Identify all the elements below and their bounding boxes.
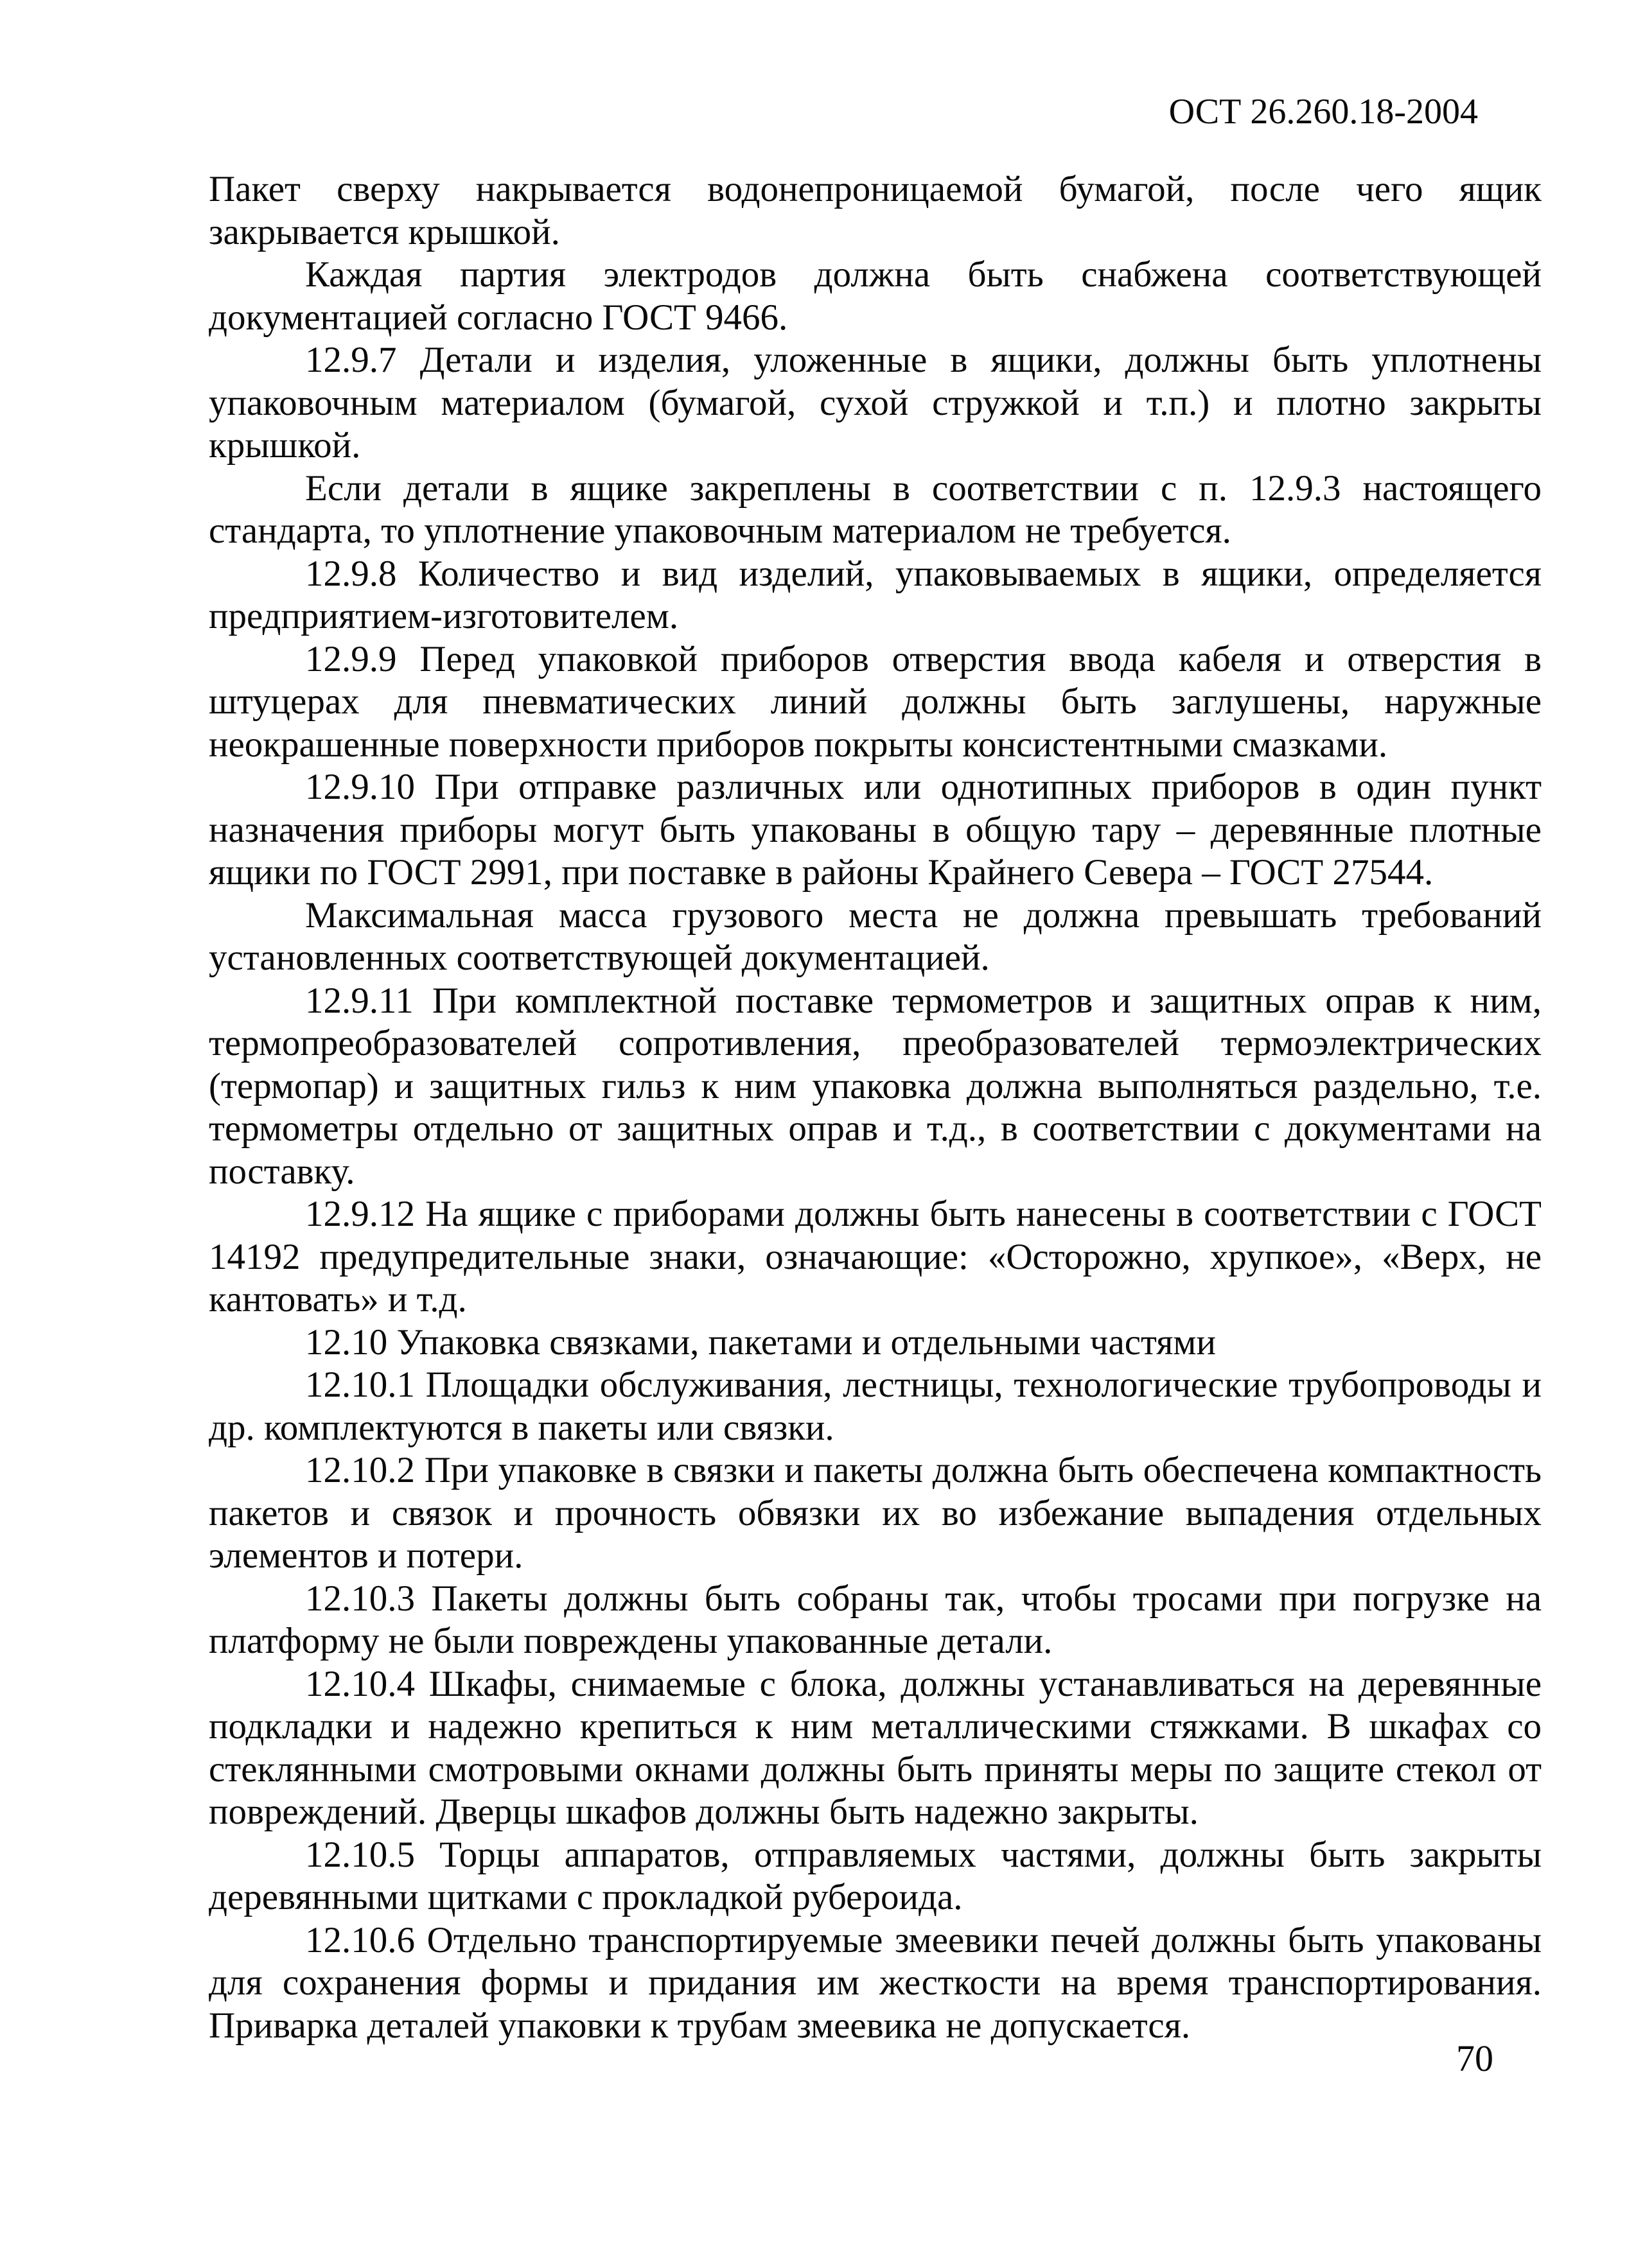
paragraph: 12.10.2 При упаковке в связки и пакеты должна быть обеспечена компактность пакетов и связок и прочность обвязки их во избежание выпадения отдельных элементов и потери. [209,1450,1542,1576]
paragraph: 12.10.3 Пакеты должны быть собраны так, чтобы тросами при погрузке на платформу не были повреждены упакованные детали. [209,1578,1542,1661]
paragraph: 12.9.12 На ящике с приборами должны быть нанесены в соответствии с ГОСТ 14192 предупредительные знаки, означающие: «Осторожно, хрупкое», «Верх, не кантовать» и т.д. [209,1194,1542,1320]
paragraph: 12.10.1 Площадки обслуживания, лестницы, технологические трубопроводы и др. комплектуются в пакеты или связки. [209,1365,1542,1448]
section-heading: 12.10 Упаковка связками, пакетами и отдельными частями [305,1322,1216,1363]
paragraph: Максимальная масса грузового места не должна превышать требований установленных соответствующей документацией. [209,894,1542,978]
paragraph: 12.9.11 При комплектной поставке термометров и защитных оправ к ним, термопреобразователей сопротивления, преобразователей термоэлектрических (термопар) и защитных гильз к ним упаковка должна выполняться раздельно, т.е. термометры отдельно от защитных оправ и т.д., в соответствии с документами на поставку. [209,980,1542,1192]
paragraph: 12.10.6 Отдельно транспортируемые змеевики печей должны быть упакованы для сохранения формы и придания им жесткости на время транспортирования. Приварка деталей упаковки к трубам змеевика не допускается. [209,1919,1542,2046]
paragraph: 12.9.10 При отправке различных или однотипных приборов в один пункт назначения приборы могут быть упакованы в общую тару – деревянные плотные ящики по ГОСТ 2991, при поставке в районы Крайнего Севера – ГОСТ 27544. [209,767,1542,893]
paragraph: Пакет сверху накрывается водонепроницаемой бумагой, после чего ящик закрывается крышкой. [209,169,1542,252]
document-code: ОСТ 26.260.18-2004 [1168,92,1478,132]
paragraph: 12.10.5 Торцы аппаратов, отправляемых частями, должны быть закрыты деревянными щитками с прокладкой рубероида. [209,1834,1542,1917]
body-text [209,168,1542,2047]
paragraph: 12.10.4 Шкафы, снимаемые с блока, должны устанавливаться на деревянные подкладки и надежно крепиться к ним металлическими стяжками. В шкафах со стеклянными смотровыми окнами должны быть приняты меры по защите стекол от повреждений. Дверцы шкафов должны быть надежно закрыты. [209,1663,1542,1832]
paragraph: 12.9.7 Детали и изделия, уложенные в ящики, должны быть уплотнены упаковочным материалом (бумагой, сухой стружкой и т.п.) и плотно закрыты крышкой. [209,340,1542,466]
paragraph: 12.9.8 Количество и вид изделий, упаковываемых в ящики, определяется предприятием-изготовителем. [209,553,1542,636]
page-number: 70 [1456,2037,1493,2079]
paragraph: Каждая партия электродов должна быть снабжена соответствующей документацией согласно ГОСТ 9466. [209,254,1542,338]
paragraph: Если детали в ящике закреплены в соответствии с п. 12.9.3 настоящего стандарта, то уплотнение упаковочным материалом не требуется. [209,467,1542,551]
paragraph: 12.9.9 Перед упаковкой приборов отверстия ввода кабеля и отверстия в штуцерах для пневматических линий должны быть заглушены, наружные неокрашенные поверхности приборов покрыты консистентными смазками. [209,638,1542,765]
